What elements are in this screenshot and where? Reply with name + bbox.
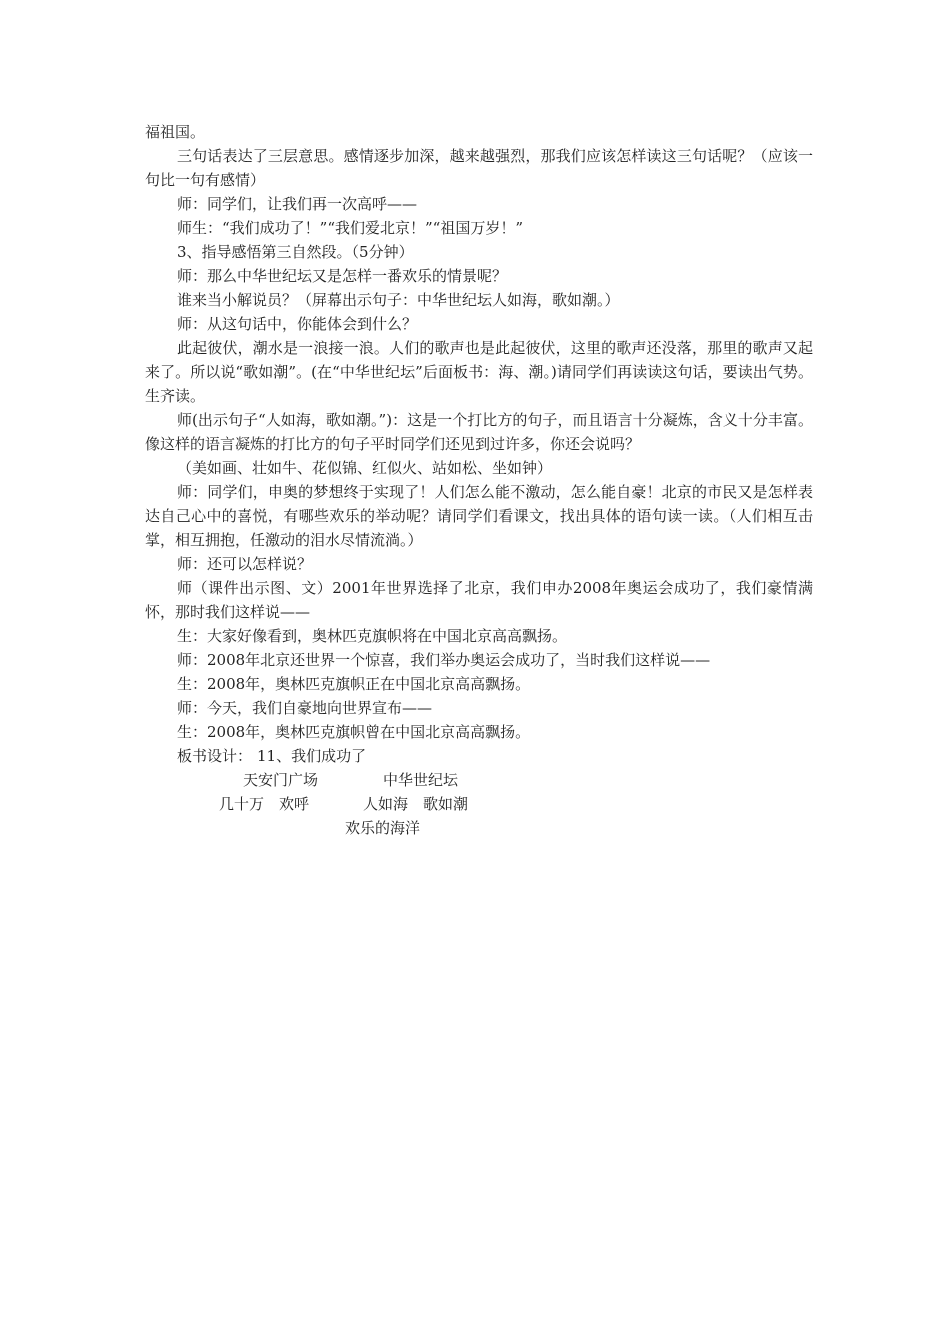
paragraph: 三句话表达了三层意思。感情逐步加深，越来越强烈，那我们应该怎样读这三句话呢？（应该一句比一句有感情） [145,147,813,189]
board-place-left: 天安门广场 [243,771,319,789]
paragraph: 师(出示句子“人如海，歌如潮。”)：这是一个打比方的句子，而且语言十分凝炼，含义十分丰富。像这样的语言凝炼的打比方的句子平时同学们还见到过许多，你还会说吗？ [145,411,813,453]
board-design-label: 板书设计： [177,747,253,765]
paragraph: 师：那么中华世纪坛又是怎样一番欢乐的情景呢？ [177,267,508,285]
board-place-right: 中华世纪坛 [383,771,459,789]
paragraph: 师：今天，我们自豪地向世界宣布—— [177,699,433,717]
board-summary: 欢乐的海洋 [345,819,421,837]
paragraph: 师生：“我们成功了！”“我们爱北京！”“祖国万岁！” [177,219,524,237]
paragraph: 生：大家好像看到，奥林匹克旗帜将在中国北京高高飘扬。 [177,627,568,645]
paragraph: 师：还可以怎样说？ [177,555,313,573]
paragraph: 师：2008年北京还世界一个惊喜，我们举办奥运会成功了，当时我们这样说—— [177,651,711,669]
paragraph: 生：2008年，奥林匹克旗帜曾在中国北京高高飘扬。 [177,723,531,741]
board-design-title: 11、我们成功了 [257,747,367,765]
board-design-summary-line [145,816,813,840]
board-design-places-line [145,768,813,792]
board-design-title-line [145,744,813,768]
board-design-scenes-line [145,792,813,816]
paragraph: 此起彼伏，潮水是一浪接一浪。人们的歌声也是此起彼伏，这里的歌声还没落，那里的歌声又起来了。所以说“歌如潮”。(在“中华世纪坛”后面板书：海、潮。)请同学们再读读这句话，要读出气势。生齐读。 [145,339,813,405]
paragraph: 生：2008年，奥林匹克旗帜正在中国北京高高飘扬。 [177,675,531,693]
board-scene-right: 人如海 歌如潮 [363,795,469,813]
paragraph: 福祖国。 [145,123,206,141]
paragraph: 谁来当小解说员？（屏幕出示句子：中华世纪坛人如海，歌如潮。） [177,291,620,309]
board-scene-left: 几十万 欢呼 [219,795,310,813]
paragraph: 师：从这句话中，你能体会到什么？ [177,315,418,333]
document-body [145,120,813,840]
section-heading: 3、指导感悟第三自然段。（5分钟） [177,243,414,261]
paragraph: 师（课件出示图、文）2001年世界选择了北京，我们申办2008年奥运会成功了，我们豪情满怀，那时我们这样说—— [145,579,813,621]
paragraph: 师：同学们，让我们再一次高呼—— [177,195,418,213]
paragraph: （美如画、壮如牛、花似锦、红似火、站如松、坐如钟） [177,459,553,477]
paragraph: 师：同学们，申奥的梦想终于实现了！人们怎么能不激动，怎么能自豪！北京的市民又是怎样表达自己心中的喜悦，有哪些欢乐的举动呢？请同学们看课文，找出具体的语句读一读。（人们相互击掌，相互拥抱，任激动的泪水尽情流淌。） [145,483,813,549]
